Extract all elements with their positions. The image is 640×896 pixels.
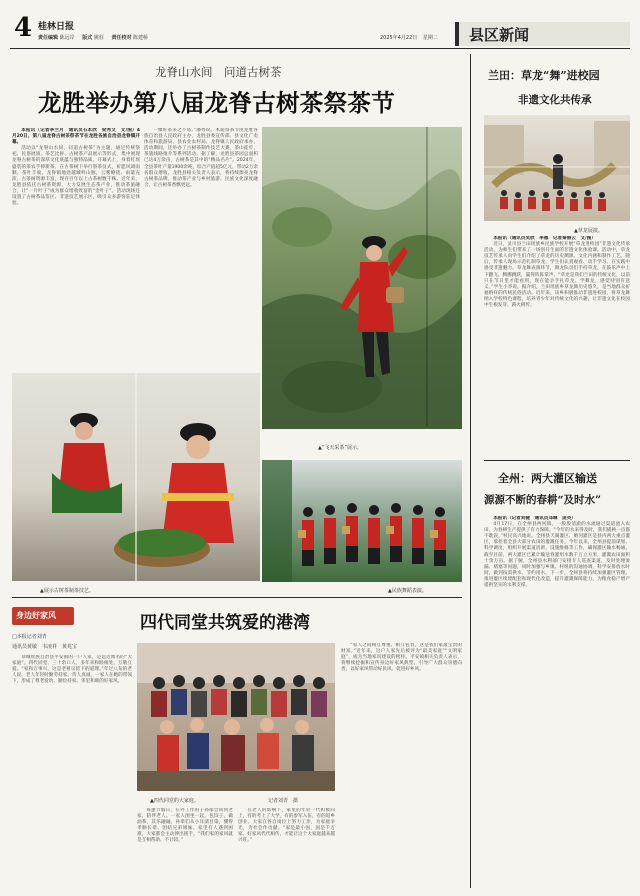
side-separator [484,460,630,461]
main-byline: 本报讯（记者李兰月 通讯员石本欣 梁秀文 文/图）4月20日，第八届龙脊古树茶祭茶节在龙胜各族自治县龙脊镇开幕。 [12,128,140,146]
page-header [10,8,630,48]
photo-grass-dragon [484,115,630,221]
family-text-col4 [341,643,462,888]
family-illustration [137,643,335,791]
side1-subtitle: 非遗文化共传承 [518,94,592,106]
side2-headline [498,470,597,486]
photo-tea-making [12,373,260,581]
side2-subtitle: 源源不断的春耕“及时水” [484,494,602,506]
page-number: 4 [14,13,33,43]
paper-name: 桂林日报 [38,22,75,32]
side1-headline [488,67,600,83]
staff-role-layout: 版式 [82,35,93,41]
main-kicker: 龙脊山水间 问道古树茶 [155,65,282,79]
family-col4-text: “家人之间相互尊重、相互包容，这是我们家最宝贵的财富。”近年来，这户人家先后被评为“最美家庭”“文明家庭”，成为当地家风建设的榜样。平安镇相关负责人表示，将继续挖掘和宣传身边好家风典型，引导广大群众崇德向善，以好家风带动好民风、促进好乡风。 [341,643,462,673]
column-badge [12,607,74,625]
family-col3-text: 在老人的影响下，家里的年轻一代积极向上，有的考上了大学，有的参军入伍，有的返乡创业。大家在各自岗位上努力工作，为家庭争光，为社会作贡献。“家是最小国，国是千万家。好家风代代相传，才能让这个大家庭越来越兴旺。” [238,808,335,844]
side1-place: 兰田： [488,69,521,82]
family-tag: □本报记者刘青 [12,634,47,640]
main-text-col2 [144,128,258,370]
side2-place: 全州： [498,472,531,485]
staff-role-editor: 责任编辑 [38,35,59,41]
side1-text [484,236,630,454]
weekday-text: 星期二 [422,35,438,41]
main-headline: 龙胜举办第八届龙脊古树茶祭茶节 [38,89,395,117]
header-rule [10,48,630,49]
family-reporters: 通讯员黄敏 韦凌祥 黄兆宝 [12,644,78,650]
caption-flying-tea: ▲“飞天采茶”展示。 [318,445,363,451]
photo-flying-tea-picking [262,127,462,429]
side1-title: 草龙“舞”进校园 [521,69,600,82]
issue-date [380,34,438,41]
photo-dance-performance [262,460,462,582]
family-text-col3 [238,808,335,888]
side1-body: 近日，灵川县兰田瑶族乡民族学校开展“草龙进校园”非遗文化传承活动，为师生们带来了一场别开生面的非遗文化体验课。活动中，草龙技艺传承人向学生们介绍了草龙的历史渊源、文化内涵和制作工艺。随后，传承人现场示范扎制草龙，学生们认真观看、动手学习，在实践中感受非遗魅力。草龙舞表演环节，舞龙队员们手持草龙，在鼓乐声中上下翻飞、腾挪跳跃，赢得阵阵掌声。“草龙是我们兰田的传统文化，以前只在节日里才能看到，现在能亲手扎草龙、学舞龙，感觉特别有意义。”学生小李说。据介绍，兰田瑶族乡草龙舞历史悠久，是当地群众祈福纳祥的传统民俗活动。近年来，该乡积极推动非遗进校园，将草龙舞纳入学校特色课程，培养青少年对传统文化的兴趣，让非遗文化在校园中生根发芽、薪火相传。 [484,242,630,309]
side2-title: 两大灌区输送 [531,472,597,485]
side1-byline: 本报讯（通讯员吴欣 李惠 记者秦丽云 文/图） [493,236,596,241]
main-story-bottom-rule [12,597,462,598]
staff-role-proof: 责任校对 [111,35,132,41]
side2-byline: 本报讯（记者刘健 通讯员邓琳 庞英） [493,516,576,521]
main-col1-text: 活动以“龙脊山水间，问道古树茶”为主题，通过传统祭祀、民俗展演、茶艺比拼、古树茶产品展示等形式，集中展现龙脊古树茶的深厚文化底蕴与独特品质。开幕式上，身着红瑶盛装的茶农手捧新茶，在古茶树下举行祭茶仪式，祈愿风调雨顺、茶叶丰收。龙脊镇地处越城岭山脉，云雾缭绕、雨量充沛，古茶树资源丰富，现存百年以上古茶树数千株。近年来，龙胜县依托古树茶资源，大力发展生态茶产业，推动茶旅融合，让“一片叶子”成为群众增收致富的“金叶子”。活动现场还设置了古树茶品鉴区、非遗技艺展示区，吸引众多游客驻足体验。 [12,146,140,207]
credit-family: 记者刘青 摄 [268,798,299,804]
section-title: 县区新闻 [469,26,530,44]
family-col1-text: 恭城瑶族自治县平安镇的一户人家，是远近闻名的“大家庭”。四代同堂，三十余口人，多年来和睦相处、互敬互爱。“家和万事兴，这是老祖宗留下的道理。”年过八旬的老人说。老人年轻时勤劳持家，待人真诚，一家人在她的带领下，形成了尊老爱幼、勤俭持家、邻里和睦的好家风。 [12,655,132,685]
main-text-col1 [12,128,140,370]
caption-grass-dragon: ▲草龙展演。 [574,228,603,234]
photo-family [137,643,335,791]
family-text-col1 [12,655,132,887]
grass-dragon-illustration [484,115,630,221]
family-headline: 四代同堂共筑爱的港湾 [140,613,310,633]
family-text-col2 [137,808,233,888]
family-col2-text: 每逢节假日，在外工作的子孙都会回到老家，陪伴老人。一家人围坐一起，包饺子、做油茶，其乐融融。孙辈们从小耳濡目染，懂得孝顺长辈、团结兄弟姐妹。家里有人遇到困难，大家都会主动伸出援手。“我们家的家风就是互相帮助、不计较。” [137,808,233,844]
caption-dance: ▲民族舞蹈表演。 [388,588,427,594]
main-col2-text: 一棵好茶来之不易。”潘秀说。本届祭茶节由龙胜各族自治县人民政府主办，龙胜县委宣传部、县文化广电体育和旅游局、县农业农村局、龙脊镇人民政府承办。活动期间，还举办了古树茶制作技艺大赛、茶山徒步、茶旅线路推介等系列活动。据了解，龙胜县茶园总面积已达4万余亩，古树茶是其中的“精品名片”。2024年，全县茶叶产量1900余吨，综合产值超5亿元，带动2万余名群众增收。龙胜县相关负责人表示，将持续擦亮龙脊古树茶品牌，推动茶产业与乡村旅游、民族文化深度融合，让古树茶香飘更远。 [144,128,258,188]
tea-making-illustration [12,373,260,581]
side2-body: 4月17日，在全州县两河镇，一股股清澈的水流通过渠道流入农田，为春耕生产提供了有力保障。“今年的水来得及时，我们插秧一点都不耽误。”村民高兴地说。全州县天湖灌区、磨河灌区是县内两大重点灌区，承担着全县大部分农田的灌溉任务。今年以来，全州县提前谋划、科学调度，组织开展渠道清淤、设施维修等工作，确保灌区输水畅通。截至目前，两大灌区已累计输送春灌用水数千万立方米，灌溉农田面积十余万亩。据了解，全州县水利部门安排专人巡查渠道，及时处理渗漏、堵塞等问题，同时加强与乡镇、村组的沟通协调，科学安排放水时间，做到按需供水、节约用水。下一步，全州县将持续加强灌区管理，推进灌区续建配套和现代化改造，提升灌溉保障能力，为粮食稳产增产提供坚实的水利支撑。 [484,522,630,589]
staff-editor: 陈远岸 [59,35,75,41]
dance-illustration [262,460,462,582]
tea-picker-illustration [262,127,462,429]
side2-text [484,516,630,888]
column-name: 身边好家风 [16,611,56,620]
staff-proof: 陈建桥 [133,35,149,41]
date-text: 2025年4月22日 [380,35,418,41]
section-tab [455,22,630,46]
staff-line [38,34,148,41]
staff-layout: 姚莊 [93,35,104,41]
caption-family: ▲四代同堂的大家庭。 [150,798,199,804]
caption-tea-making: ▲展示古树茶制茶技艺。 [40,588,94,594]
column-divider [470,54,471,888]
